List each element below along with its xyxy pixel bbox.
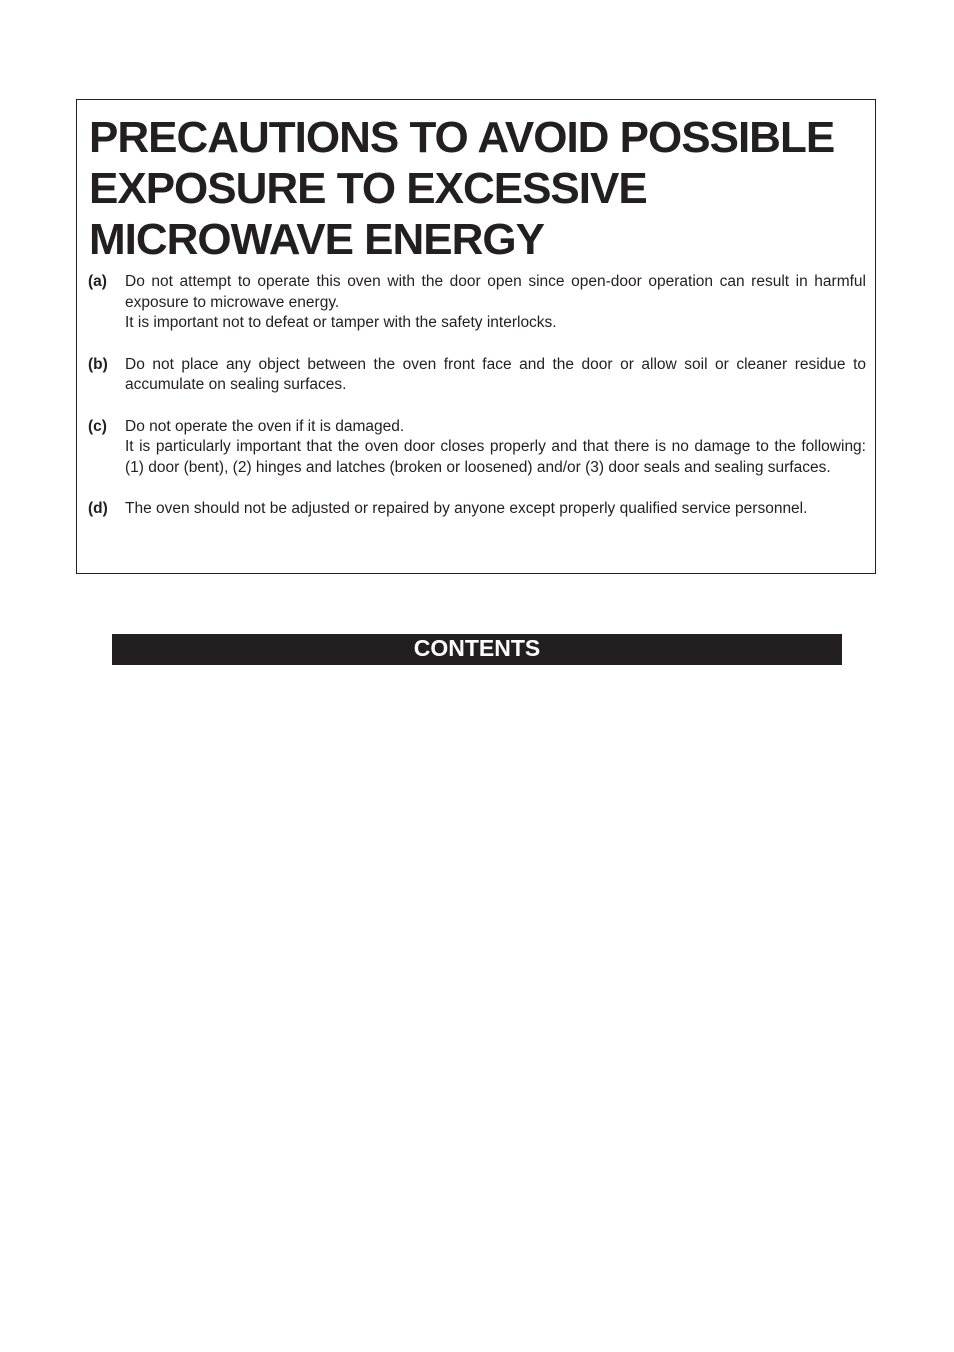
item-paragraph: Do not place any object between the oven front face and the door or allow soil or cleaner residue to accumulate on sealing surfaces. [125,355,866,394]
item-text [125,355,866,396]
item-paragraph: Do not operate the oven if it is damaged. [125,417,405,435]
item-paragraph: The oven should not be adjusted or repaired by anyone except properly qualified service personnel. [125,500,808,518]
item-label: (b) [88,355,108,373]
precaution-item-c [88,417,866,479]
precautions-title [89,112,869,265]
item-label: (c) [88,417,107,435]
item-paragraph: It is important not to defeat or tamper with the safety interlocks. [125,314,557,332]
title-line: EXPOSURE TO EXCESSIVE [89,164,647,213]
item-paragraph: It is particularly important that the oven door closes properly and that there is no damage to the following: (1) door (bent), (2) hinges and latches (broken or loosened) and/or (3) door seals and sealing surfaces. [125,438,866,476]
precautions-box [76,99,876,574]
contents-heading: CONTENTS [413,635,541,661]
precaution-item-d [88,499,866,520]
precaution-item-b [88,355,866,396]
item-paragraph: Do not attempt to operate this oven with the door open since open-door operation can result in harmful exposure to microwave energy. [125,273,866,311]
item-text [125,272,866,334]
title-line: MICROWAVE ENERGY [89,215,545,264]
contents-heading-bar [112,634,842,665]
item-text [125,417,866,479]
precaution-item-a [88,272,866,334]
title-line: PRECAUTIONS TO AVOID POSSIBLE [89,113,835,162]
item-label: (d) [88,500,108,518]
item-text [125,499,866,520]
item-label: (a) [88,273,107,290]
precautions-list [88,272,866,540]
